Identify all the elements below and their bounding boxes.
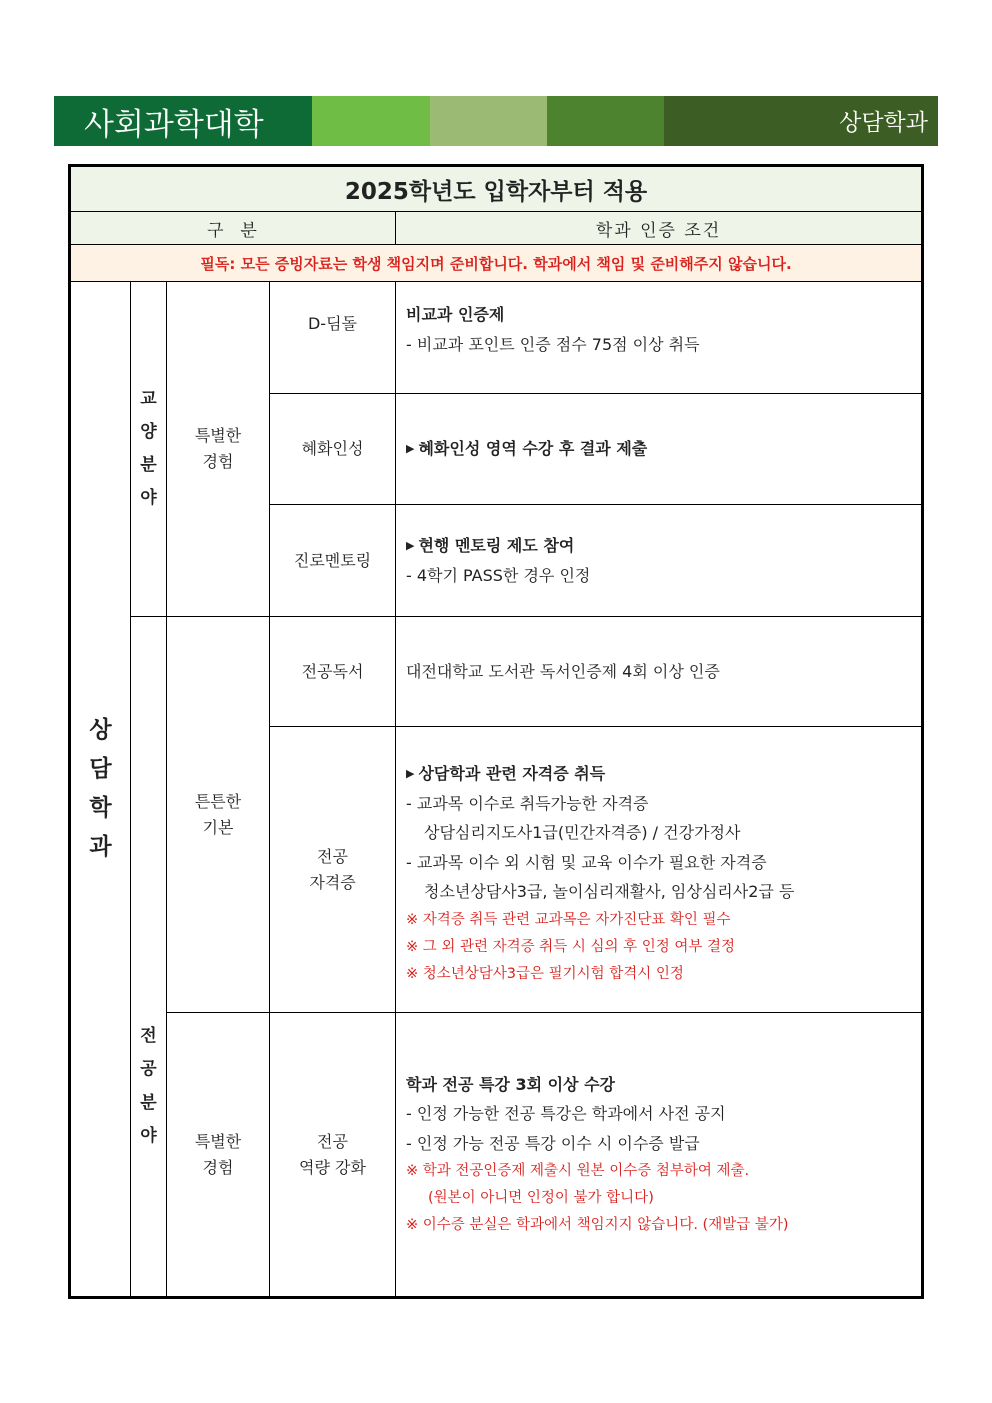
- condition-d-dimdol: 비교과 인증제 - 비교과 포인트 인증 점수 75점 이상 취득: [396, 282, 923, 394]
- item-lecture: 전공 역량 강화: [270, 1013, 396, 1298]
- condition-lecture: 학과 전공 특강 3회 이상 수강 - 인정 가능한 전공 특강은 학과에서 사전 공지 - 인정 가능 전공 특강 이수 시 이수증 발급 ※ 학과 전공인증제 제출시 원본 이수증 첨부하여 제출. (원본이 아니면 인정이 불가 합니다) ※ 이수증 분실은 학과에서 책임지지 않습니다. (재발급 불가): [396, 1013, 923, 1298]
- notice-text: 필독: 모든 증빙자료는 학생 책임지며 준비합니다. 학과에서 책임 및 준비해주지 않습니다.: [70, 245, 923, 282]
- college-name: 사회과학대학: [84, 107, 264, 143]
- general-subgroup-label: 특별한 경험: [167, 282, 270, 617]
- certification-table: [68, 164, 924, 1299]
- table-header-row: [70, 212, 923, 245]
- header-color-block: [547, 96, 664, 146]
- table-row: [70, 282, 923, 394]
- major-area-label: 전 공 분 야: [131, 617, 167, 1298]
- table-title: 2025학년도 입학자부터 적용: [70, 166, 923, 212]
- table-row: [70, 617, 923, 727]
- condition-header: 학과 인증 조건: [396, 212, 923, 245]
- header-color-block: [430, 96, 547, 146]
- item-hyehwa: 혜화인성: [270, 394, 396, 505]
- item-d-dimdol: D-딤돌: [270, 282, 396, 394]
- header-dept-block: [664, 96, 938, 146]
- header-college-block: [54, 96, 312, 146]
- condition-mentoring: ▶ 현행 멘토링 제도 참여 - 4학기 PASS한 경우 인정: [396, 505, 923, 617]
- triangle-bullet-icon: ▶: [406, 767, 415, 781]
- table-row: [70, 1013, 923, 1298]
- category-header: 구 분: [70, 212, 396, 245]
- item-reading: 전공독서: [270, 617, 396, 727]
- general-area-label: 교 양 분 야: [131, 282, 167, 617]
- triangle-bullet-icon: ▶: [406, 442, 415, 456]
- major-basic-subgroup-label: 튼튼한 기본: [167, 617, 270, 1013]
- notice-row: [70, 245, 923, 282]
- header-color-block: [312, 96, 430, 146]
- table-title-row: [70, 166, 923, 212]
- major-exp-subgroup-label: 특별한 경험: [167, 1013, 270, 1298]
- condition-certificate: ▶ 상담학과 관련 자격증 취득 - 교과목 이수로 취득가능한 자격증 상담심리지도사1급(민간자격증) / 건강가정사 - 교과목 이수 외 시험 및 교육 이수가 필요한 자격증 청소년상담사3급, 놀이심리재활사, 임상심리사2급 등 ※ 자격증 취득 관련 교과목은 자가진단표 확인 필수 ※ 그 외 관련 자격증 취득 시 심의 후 인정 여부 결정 ※ 청소년상담사3급은 필기시험 합격시 인정: [396, 727, 923, 1013]
- header-band: [54, 96, 938, 146]
- condition-hyehwa: ▶ 혜화인성 영역 수강 후 결과 제출: [396, 394, 923, 505]
- item-certificate: 전공 자격증: [270, 727, 396, 1013]
- dept-label: 상 담 학 과: [70, 282, 131, 1298]
- item-mentoring: 진로멘토링: [270, 505, 396, 617]
- triangle-bullet-icon: ▶: [406, 539, 415, 552]
- department-name: 상담학과: [839, 110, 928, 136]
- condition-reading: 대전대학교 도서관 독서인증제 4회 이상 인증: [396, 617, 923, 727]
